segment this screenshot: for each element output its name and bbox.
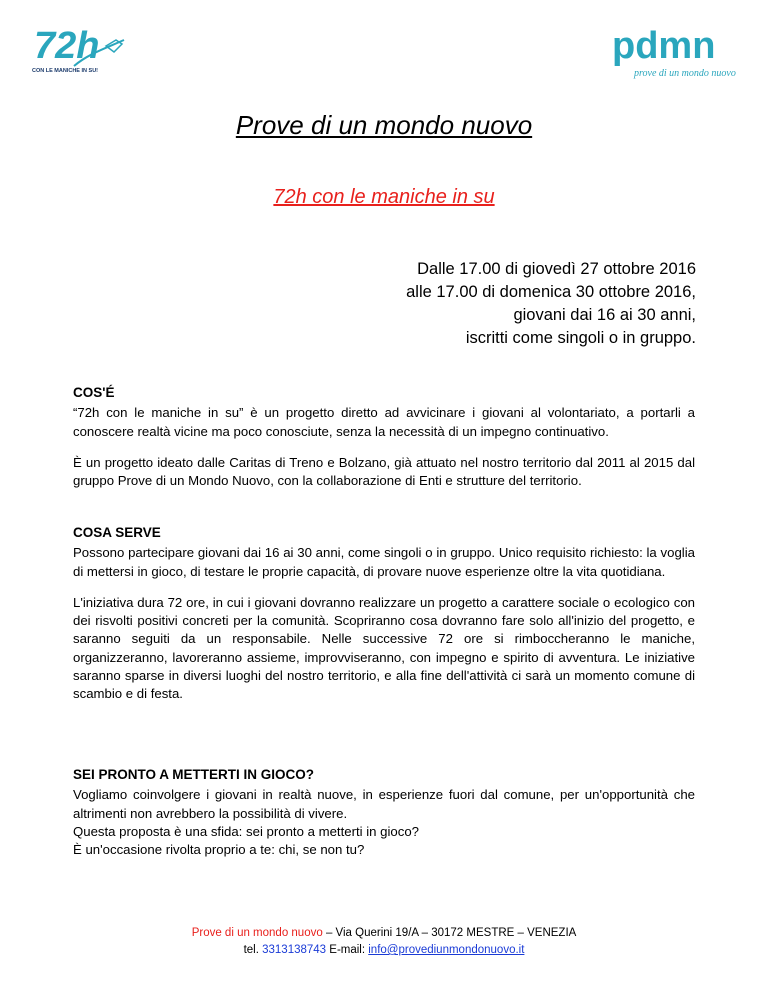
logo-pdmn [608,22,738,84]
section-cosa-serve [73,524,695,704]
section-paragraph: Possono partecipare giovani dai 16 ai 30 anni, come singoli o in gruppo. Unico requisito richiesto: la voglia di mettersi in gioco, di testare le proprie capacità, di provare nuove esperienze oltre la vita quotidiana. [73,545,695,579]
date-line: giovani dai 16 ai 30 anni, [513,306,696,324]
footer-tel[interactable]: 3313138743 [262,944,327,956]
section-heading: COS'É [73,385,115,400]
footer-org: Prove di un mondo nuovo [191,927,323,939]
footer [0,925,768,959]
logo-72h-number: 72h [34,25,100,67]
footer-address: – Via Querini 19/A – 30172 MESTRE – VENEZIA [322,927,577,939]
section-cose [73,384,695,490]
section-heading: SEI PRONTO A METTERTI IN GIOCO? [73,767,315,782]
logo-pdmn-text: pdmn [612,25,716,67]
date-line: iscritti come singoli o in gruppo. [465,329,696,347]
logo-72h-graphic [28,14,138,82]
section-paragraph: “72h con le maniche in su” è un progetto diretto ad avvicinare i giovani al volontariato, a portarli a conoscere realtà vicine ma poco conosciute, senza la necessità di un impegno continuativo. [73,405,695,439]
footer-tel-label: tel. [243,944,263,956]
logo-pdmn-tagline: prove di un mondo nuovo [634,68,736,79]
date-line: Dalle 17.00 di giovedì 27 ottobre 2016 [417,260,696,278]
section-line: Questa proposta è una sfida: sei pronto a metterti in gioco? [73,823,420,839]
date-line: alle 17.00 di domenica 30 ottobre 2016, [406,283,696,301]
logo-pdmn-graphic [608,22,738,84]
footer-email-link[interactable]: info@provediunmondonuovo.it [368,944,525,956]
section-sei-pronto [73,766,695,859]
footer-address-line [0,925,768,942]
event-dates [406,258,696,350]
section-line: È un'occasione rivolta proprio a te: chi, se non tu? [73,842,365,858]
section-paragraph: L'iniziativa dura 72 ore, in cui i giovani dovranno realizzare un progetto a carattere sociale o ecologico con dei risvolti positivi concreti per la comunità. Scopriranno cosa dovranno fare solo all'inizio del progetto, e saranno seguiti da un responsabile. Nelle successive 72 ore si rimboccheranno le maniche, organizzeranno, lavoreranno assieme, improvviseranno, con impegno e spirito di avventura. Le iniziative saranno sparse in diversi luoghi del nostro territorio, e alla fine dell'attività ci sarà un momento comune di scambio e di festa. [73,594,695,702]
section-line: Vogliamo coinvolgere i giovani in realtà nuove, in esperienze fuori dal comune, per un'opportunità che altrimenti non avrebbero la possibilità di vivere. [73,787,695,821]
footer-contact-line [0,942,768,959]
logo-72h-tagline: CON LE MANICHE IN SU! [32,68,98,74]
page-title: Prove di un mondo nuovo [235,110,533,140]
section-paragraph: È un progetto ideato dalle Caritas di Treno e Bolzano, già attuato nel nostro territorio dal 2011 al 2015 dal gruppo Prove di un Mondo Nuovo, con la collaborazione di Enti e strutture del territorio. [73,454,695,489]
footer-email-label: E-mail: [326,944,369,956]
logo-72h [28,14,138,82]
section-heading: COSA SERVE [73,525,161,540]
page-subtitle: 72h con le maniche in su [273,186,495,208]
